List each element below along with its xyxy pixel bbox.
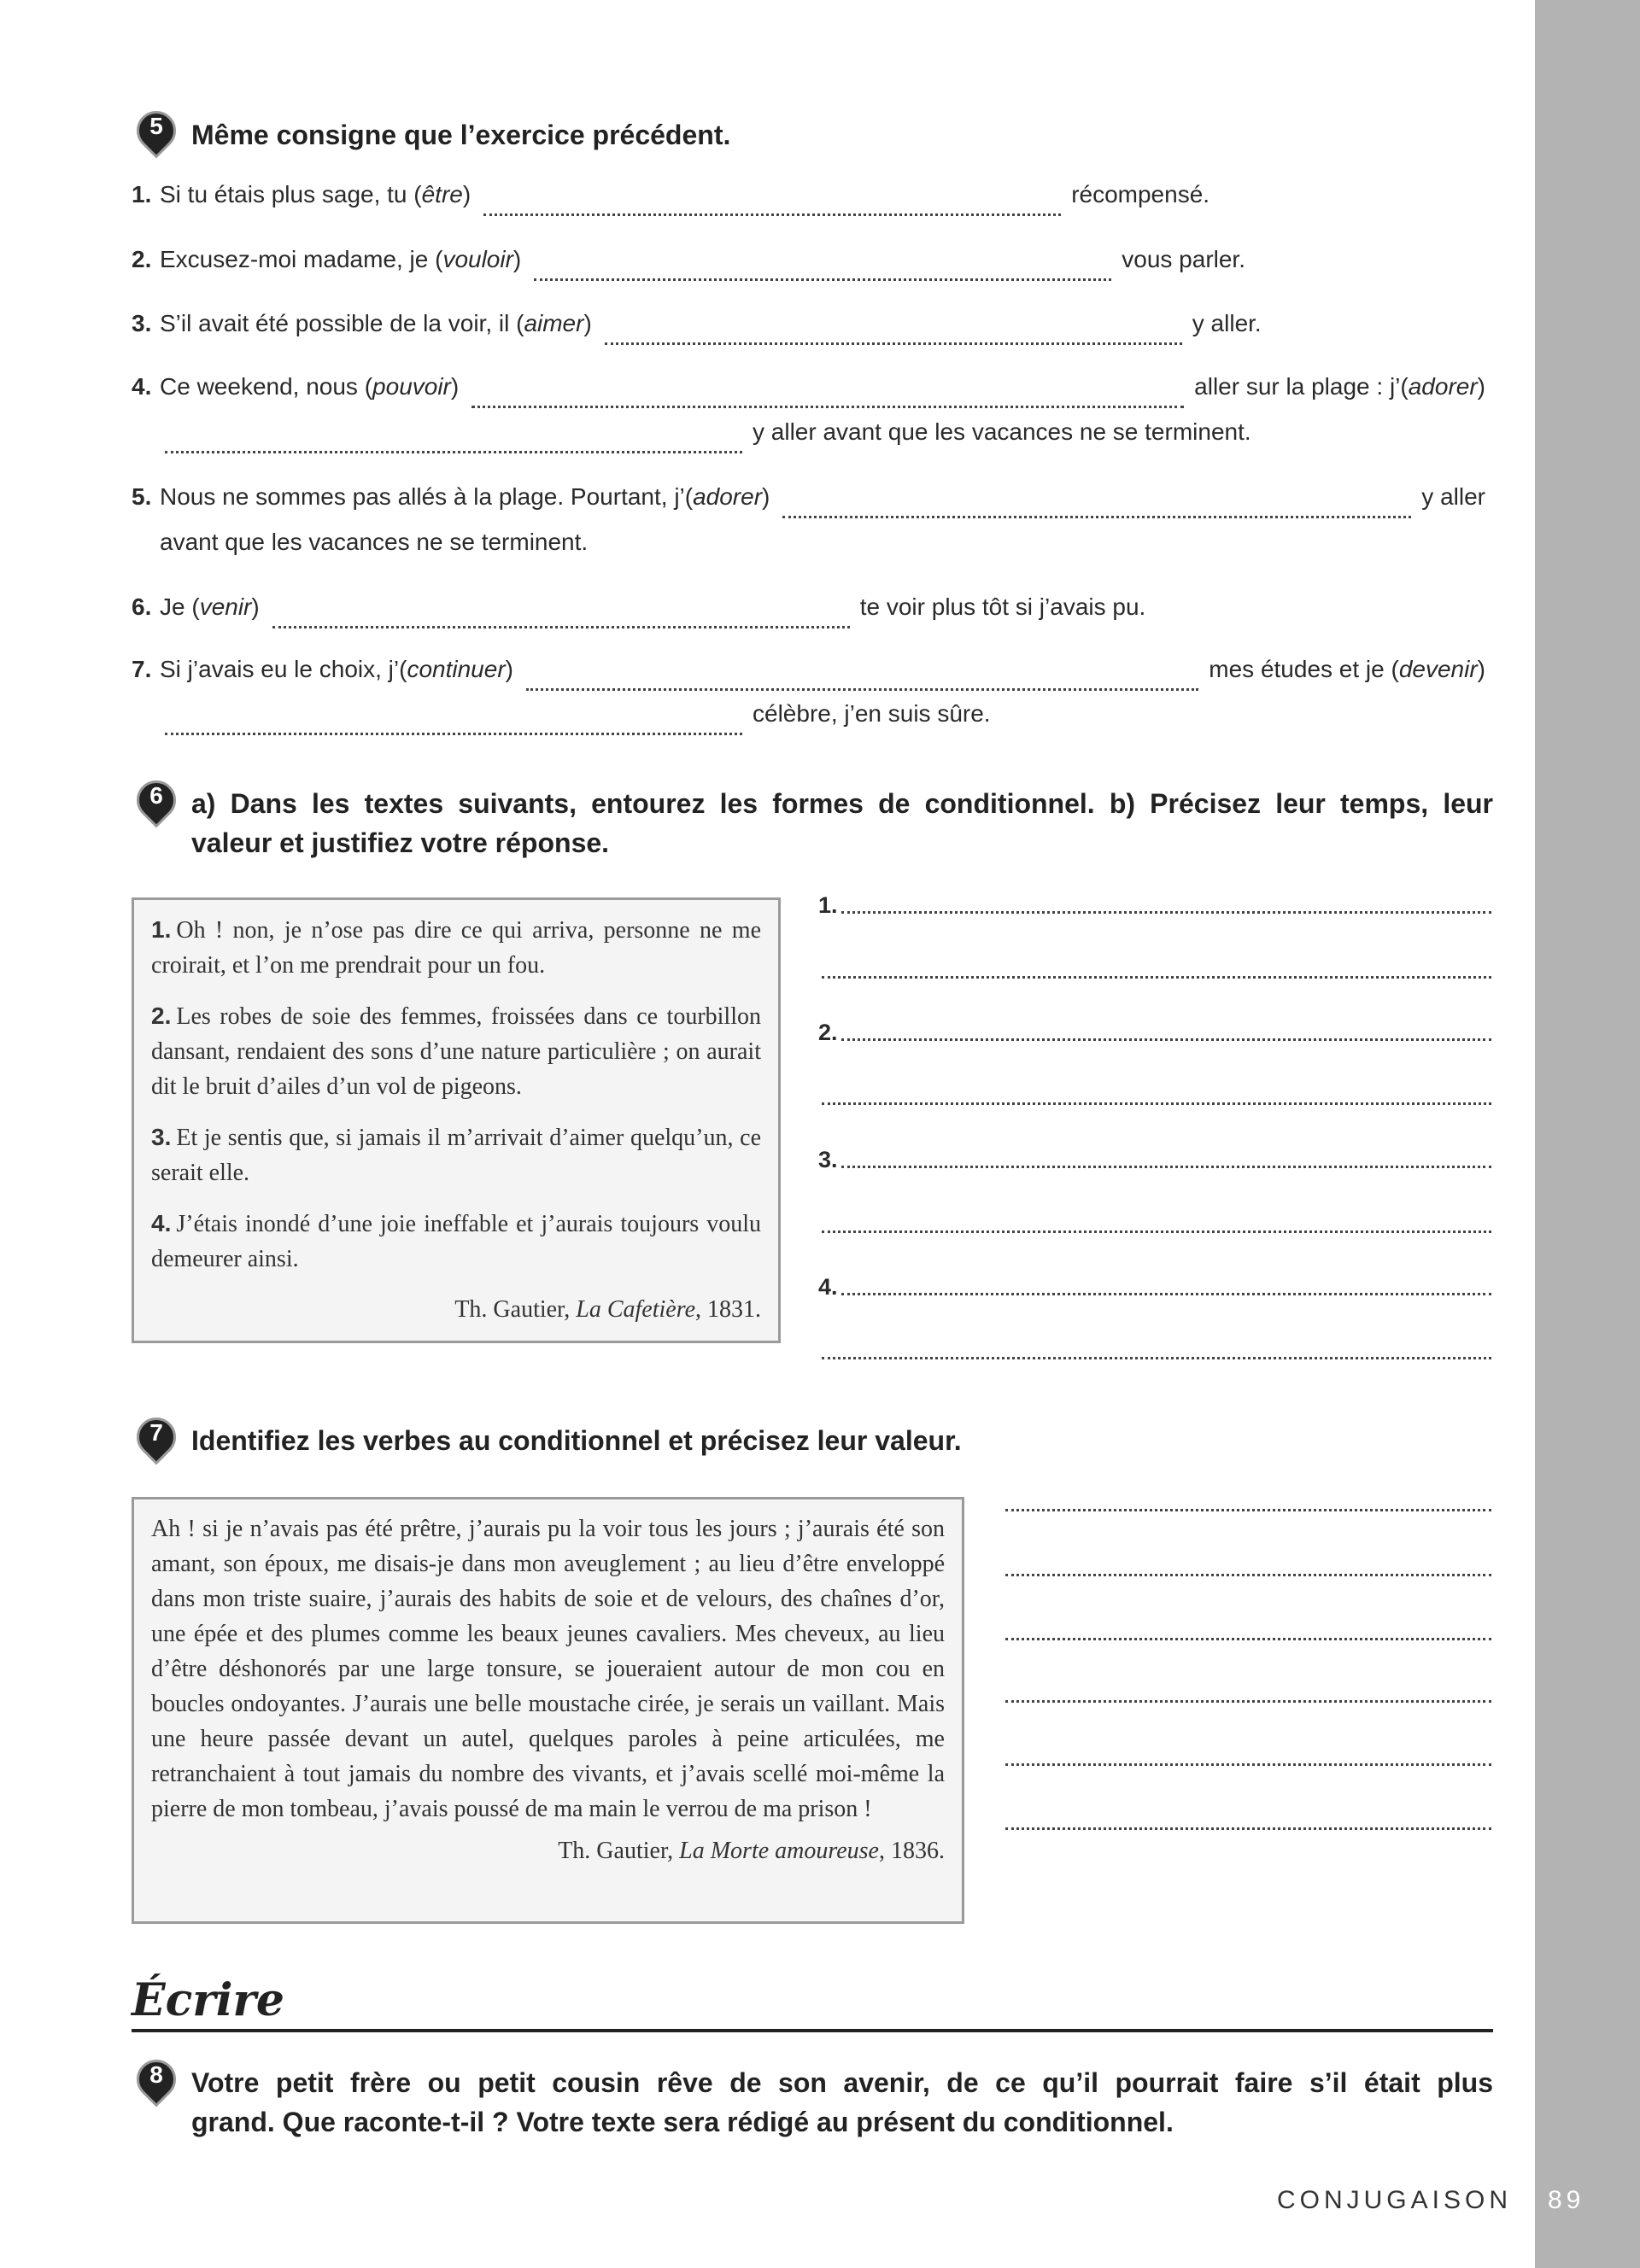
answer-line[interactable] xyxy=(1002,1491,1491,1517)
answer-line[interactable] xyxy=(1002,1682,1491,1708)
excerpt-paragraph: 3. Et je sentis que, si jamais il m’arrivait d’aimer quelqu’un, ce serait elle. xyxy=(151,1124,761,1186)
exercise-number: 6 xyxy=(149,782,163,809)
answer-blank[interactable] xyxy=(165,733,742,735)
exercise-item xyxy=(132,482,1493,527)
exercise-item xyxy=(132,417,1493,462)
exercise-item xyxy=(132,592,1493,637)
answer-blank[interactable] xyxy=(526,688,1198,691)
answer-line[interactable] xyxy=(818,1339,1491,1365)
item-text: ) xyxy=(1477,656,1485,682)
paragraph-number: 1. xyxy=(151,916,172,943)
exercise-badge xyxy=(135,1416,178,1458)
item-text: récompensé. xyxy=(1071,181,1210,208)
dotted-line xyxy=(1005,1638,1491,1640)
answer-number: 4. xyxy=(818,1274,838,1300)
source-citation: Th. Gautier, La Cafetière, 1831. xyxy=(454,1296,761,1323)
dotted-line xyxy=(1005,1574,1491,1576)
exercise-item xyxy=(132,699,1493,744)
dotted-line xyxy=(1005,1700,1491,1703)
item-text: te voir plus tôt si j’avais pu. xyxy=(859,593,1146,620)
source-citation: Th. Gautier, La Morte amoureuse, 1836. xyxy=(558,1838,945,1864)
dotted-line xyxy=(1005,1827,1491,1830)
dotted-line xyxy=(822,1230,1491,1233)
verb-infinitive: adorer xyxy=(693,483,763,510)
verb-infinitive: être xyxy=(421,181,463,208)
item-text: Si tu étais plus sage, tu ( xyxy=(160,181,422,208)
section-divider xyxy=(132,2029,1493,2032)
item-text: Nous ne sommes pas allés à la plage. Pourtant, j’( xyxy=(160,483,694,510)
answer-line[interactable] xyxy=(818,1213,1491,1238)
text-excerpt-box xyxy=(132,897,781,1343)
exercise-item xyxy=(132,179,1493,225)
item-text: S’il avait été possible de la voir, il ( xyxy=(160,310,524,336)
item-text: Ce weekend, nous ( xyxy=(160,373,373,400)
item-text: y aller. xyxy=(1192,310,1262,336)
paragraph-number: 3. xyxy=(151,1124,172,1150)
verb-infinitive: vouloir xyxy=(442,246,513,272)
dotted-line xyxy=(1005,1763,1491,1766)
section-title: Écrire xyxy=(132,1974,284,2026)
item-line xyxy=(132,244,1493,289)
item-text: ) xyxy=(251,593,260,620)
exercise-6-title-line1: a) Dans les textes suivants, entourez les formes de conditionnel. b) Précisez leur temps, leur xyxy=(191,788,1493,819)
verb-infinitive: aimer xyxy=(524,310,584,336)
exercise-badge xyxy=(135,109,178,152)
item-number: 5. xyxy=(132,483,152,510)
answer-line[interactable] xyxy=(818,1020,1491,1046)
item-text: ) xyxy=(462,181,472,208)
exercise-8-title-line1: Votre petit frère ou petit cousin rêve de son avenir, de ce qu’il pourrait faire s’il était plus xyxy=(191,2067,1493,2098)
excerpt-paragraph: 4. J’étais inondé d’une joie ineffable et j’aurais toujours voulu demeurer ainsi. xyxy=(151,1210,761,1272)
excerpt-paragraph: 2. Les robes de soie des femmes, froissées dans ce tourbillon dansant, rendaient des sons d’une nature particulière ; on aurait dit le bruit d’ailes d’un vol de pigeons. xyxy=(151,1002,761,1100)
verb-infinitive: adorer xyxy=(1408,373,1478,400)
dotted-line xyxy=(841,911,1491,914)
answer-line[interactable] xyxy=(1002,1556,1491,1581)
item-text: Excusez-moi madame, je ( xyxy=(160,246,443,272)
item-line xyxy=(132,699,1493,744)
item-text: ) xyxy=(1477,373,1485,400)
verb-infinitive: venir xyxy=(199,593,252,620)
answer-blank[interactable] xyxy=(534,278,1111,281)
footer-section: CONJUGAISON xyxy=(1276,2186,1512,2214)
item-text: y aller avant que les vacances ne se terminent. xyxy=(753,418,1251,445)
item-line xyxy=(132,179,1493,225)
exercise-8-title-line2: grand. Que raconte-t-il ? Votre texte sera rédigé au présent du conditionnel. xyxy=(191,2107,1174,2137)
excerpt-paragraph: 1. Oh ! non, je n’ose pas dire ce qui arriva, personne ne me croirait, et l’on me prendrait pour un fou. xyxy=(151,916,761,979)
item-number: 7. xyxy=(132,656,152,682)
answer-number: 2. xyxy=(818,1020,838,1045)
exercise-item xyxy=(132,244,1493,289)
item-text: avant que les vacances ne se terminent. xyxy=(160,529,589,555)
dotted-line xyxy=(822,1102,1491,1105)
item-text: Je ( xyxy=(160,593,200,620)
item-text: ) xyxy=(512,246,522,272)
answer-line[interactable] xyxy=(818,1148,1491,1173)
item-number: 4. xyxy=(132,373,152,400)
answer-number: 3. xyxy=(818,1147,838,1172)
answer-line[interactable] xyxy=(818,893,1491,919)
answer-blank[interactable] xyxy=(272,626,850,628)
item-number: 2. xyxy=(132,246,152,272)
verb-infinitive: devenir xyxy=(1398,656,1478,682)
answer-blank[interactable] xyxy=(782,516,1411,518)
text-excerpt-box xyxy=(132,1497,964,1924)
item-text: aller sur la plage : j’( xyxy=(1194,373,1409,400)
answer-line[interactable] xyxy=(818,1275,1491,1301)
exercise-item xyxy=(132,654,1493,699)
item-text: ) xyxy=(505,656,513,682)
item-line xyxy=(132,482,1493,527)
item-line xyxy=(132,417,1493,462)
excerpt-text: Ah ! si je n’avais pas été prêtre, j’aurais pu la voir tous les jours ; j’aurais été son amant, son époux, me disais-je dans mon aveuglement ; au lieu d’être enveloppé dans mon triste suaire, j’aurais des habits de soie et de velours, des chaînes d’or, une épée et des plumes comme les beaux jeunes cavaliers. Mes cheveux, au lieu d’être déshonorés par une large tonsure, se joueraient autour de mon cou en boucles ondoyantes. J’aurais une belle moustache cirée, je serais un vaillant. Mais une heure passée devant un autel, quelques paroles à peine articulées, me retranchaient à tout jamais du nombre des vivants, et j’avais scellé moi-même la pierre de mon tombeau, j’avais poussé de ma main le verrou de ma prison ! xyxy=(151,1516,945,1822)
answer-blank[interactable] xyxy=(472,406,1184,408)
item-text: Si j’avais eu le choix, j’( xyxy=(160,656,407,682)
answer-blank[interactable] xyxy=(165,451,742,453)
exercise-item xyxy=(132,527,1493,572)
answer-line[interactable] xyxy=(818,1084,1491,1110)
item-line xyxy=(132,371,1493,417)
item-line xyxy=(132,527,1493,572)
item-text: ) xyxy=(450,373,460,400)
verb-infinitive: continuer xyxy=(407,656,506,682)
item-text: ) xyxy=(583,310,592,336)
exercise-number: 7 xyxy=(149,1419,163,1446)
exercise-5-title: Même consigne que l’exercice précédent. xyxy=(191,120,731,150)
dotted-line xyxy=(841,1166,1491,1168)
item-text: mes études et je ( xyxy=(1209,656,1399,682)
item-line xyxy=(132,308,1493,354)
item-line xyxy=(132,654,1493,699)
answer-number: 1. xyxy=(818,892,838,918)
answer-line[interactable] xyxy=(1002,1809,1491,1835)
dotted-line xyxy=(822,1357,1491,1359)
paragraph-number: 2. xyxy=(151,1002,172,1029)
dotted-line xyxy=(841,1038,1491,1041)
exercise-number: 8 xyxy=(149,2061,163,2088)
paragraph-number: 4. xyxy=(151,1210,172,1236)
answer-line[interactable] xyxy=(1002,1745,1491,1771)
exercise-number: 5 xyxy=(149,113,163,139)
item-number: 6. xyxy=(132,593,152,620)
exercise-item xyxy=(132,308,1493,354)
answer-line[interactable] xyxy=(818,958,1491,984)
exercise-item xyxy=(132,371,1493,417)
dotted-line xyxy=(1005,1509,1491,1511)
dotted-line xyxy=(841,1293,1491,1295)
answer-line[interactable] xyxy=(1002,1620,1491,1645)
item-number: 3. xyxy=(132,310,152,336)
page-margin-band xyxy=(1535,0,1640,2268)
dotted-line xyxy=(822,976,1491,979)
item-text: vous parler. xyxy=(1122,246,1245,272)
answer-blank[interactable] xyxy=(605,342,1182,345)
item-text: célèbre, j’en suis sûre. xyxy=(753,700,991,727)
item-number: 1. xyxy=(132,181,152,208)
exercise-6-title-line2: valeur et justifiez votre réponse. xyxy=(191,827,610,858)
exercise-7-title: Identifiez les verbes au conditionnel et précisez leur valeur. xyxy=(191,1425,962,1456)
exercise-badge xyxy=(135,779,178,821)
exercise-badge xyxy=(135,2058,178,2101)
page-number: 89 xyxy=(1548,2186,1585,2214)
verb-infinitive: pouvoir xyxy=(372,373,451,400)
item-text: ) xyxy=(762,483,770,510)
answer-blank[interactable] xyxy=(483,213,1061,216)
item-line xyxy=(132,592,1493,637)
item-text: y aller xyxy=(1421,483,1485,510)
